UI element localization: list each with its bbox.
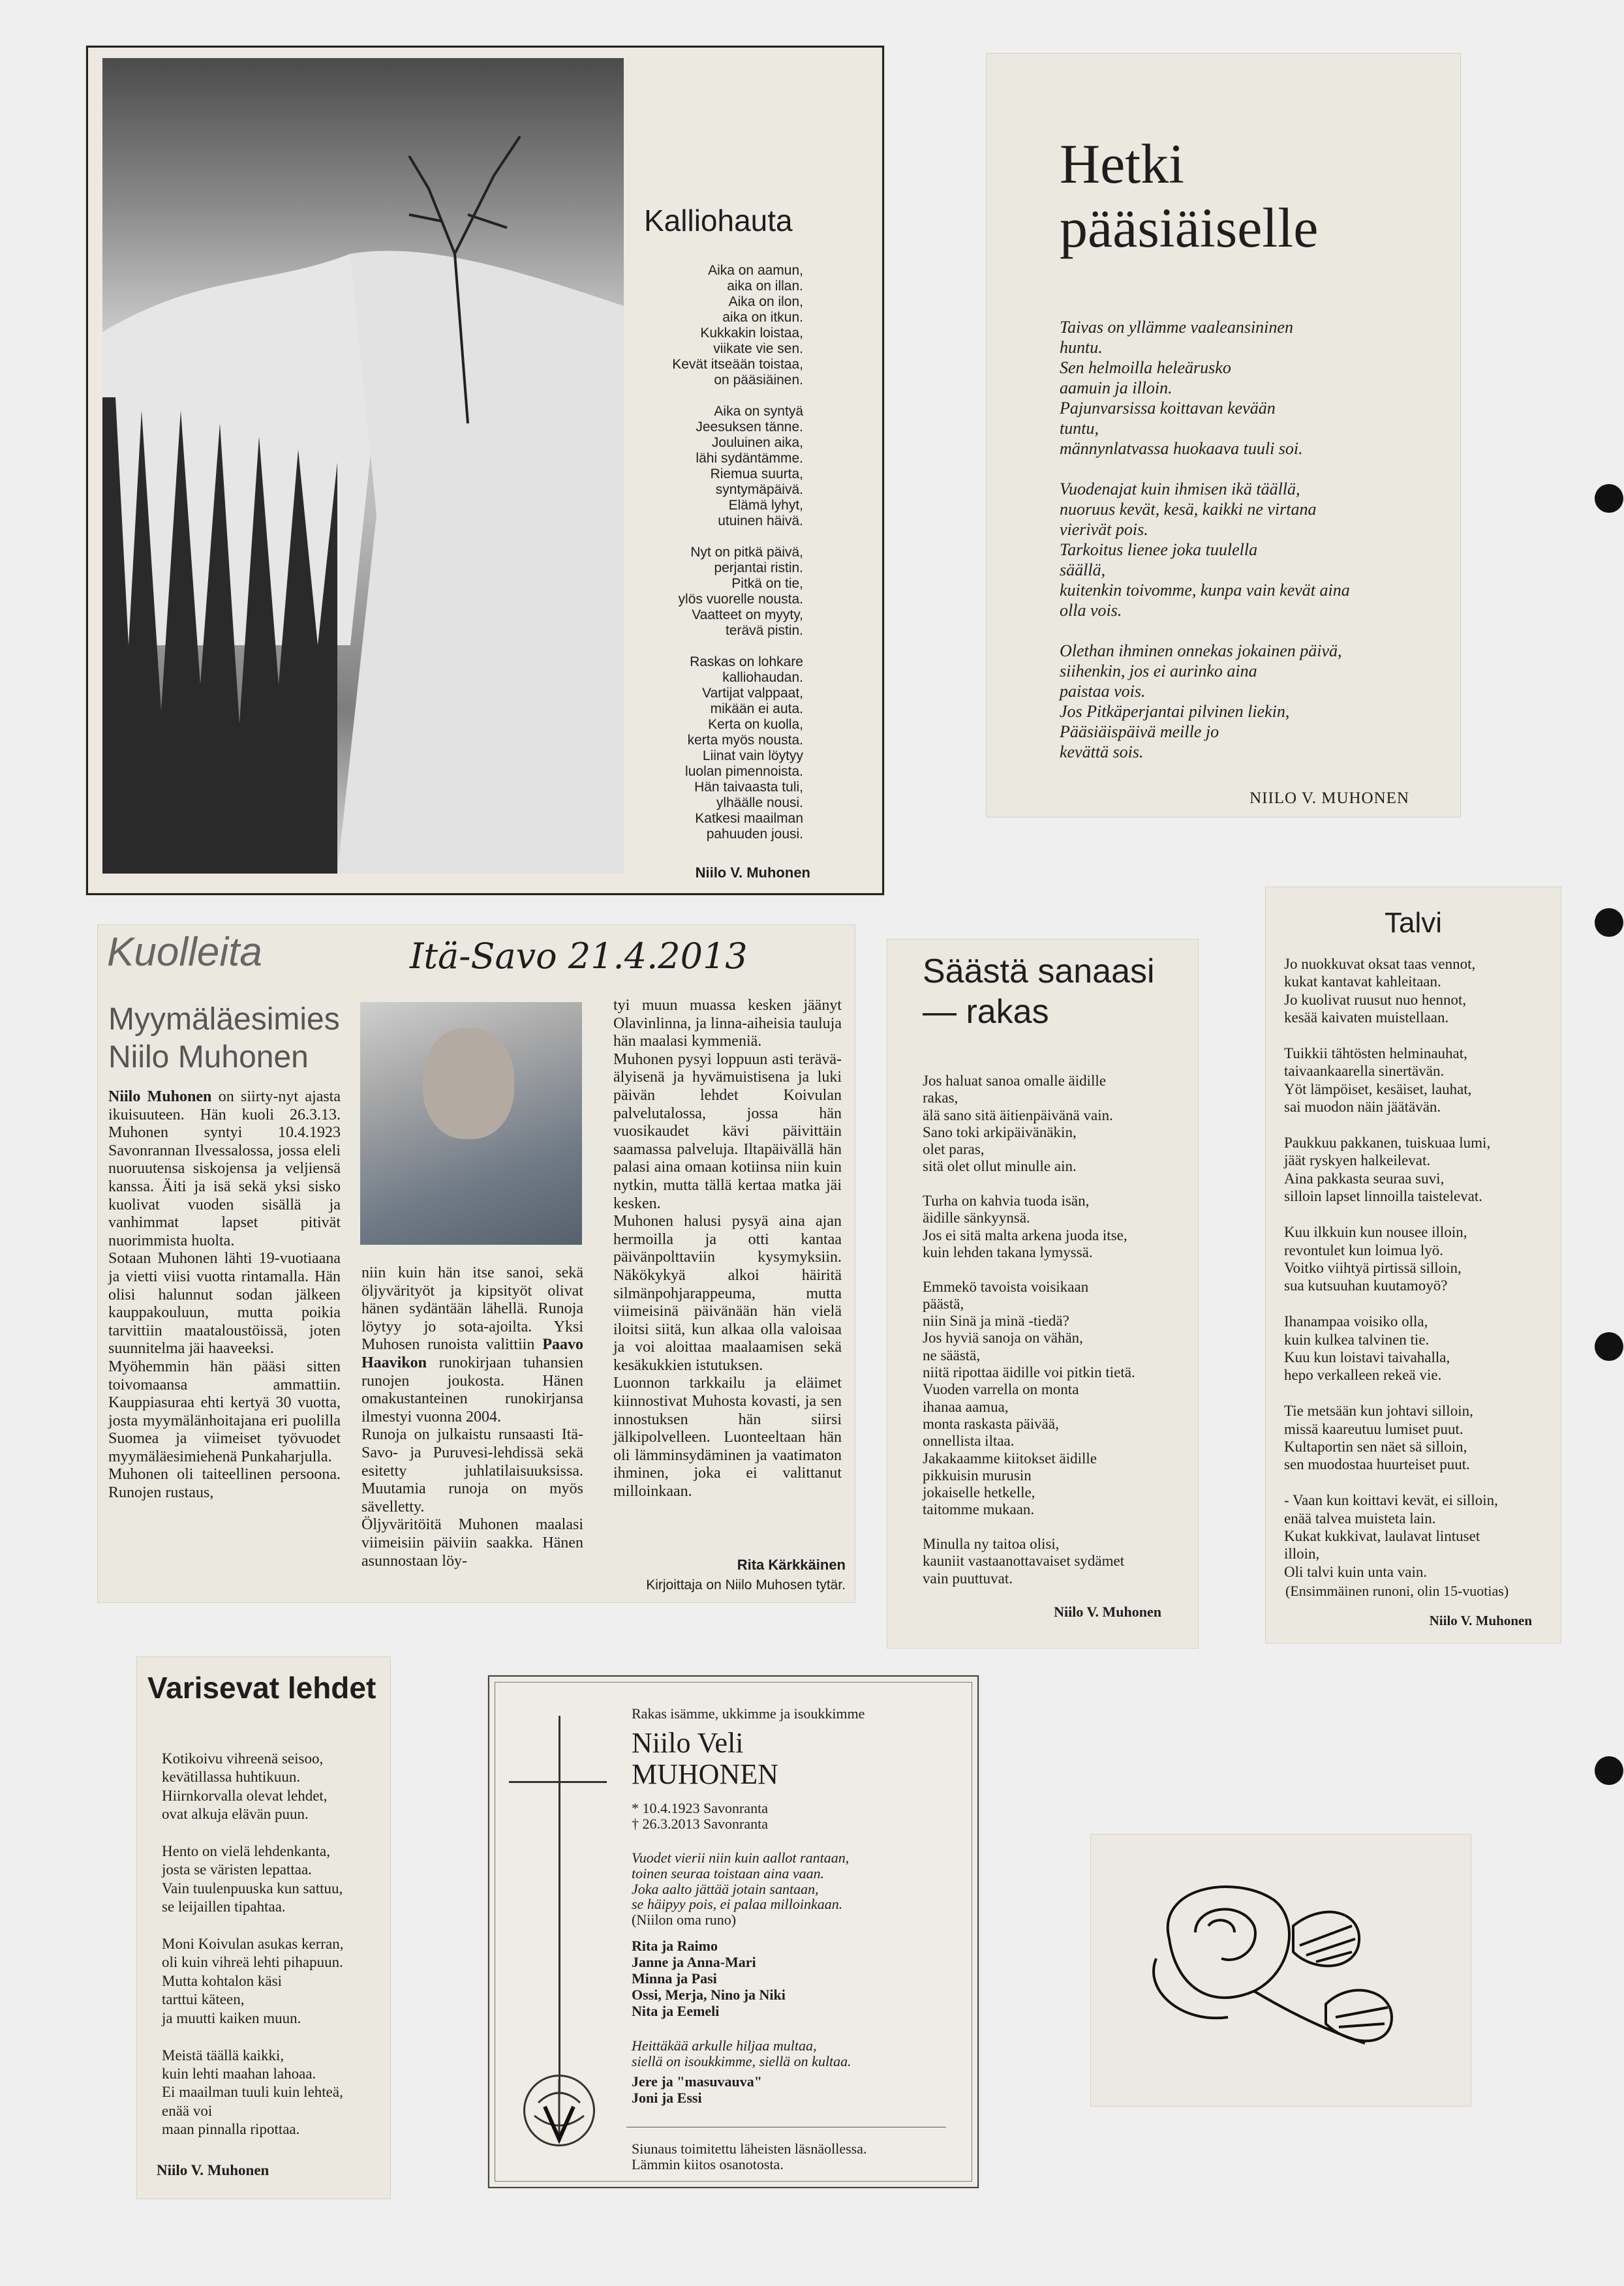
death-date: † 26.3.2013 Savonranta	[632, 1816, 768, 1832]
poem-title: Kalliohauta	[644, 204, 793, 237]
notice-verse	[632, 1850, 849, 1928]
icicles-illustration	[102, 58, 624, 874]
obituary-column-1-text: on siirty-nyt ajasta ikuisuuteen. Hän kuoli 26.3.13. Muhonen syntyi 10.4.1923 Savonrannan Ilvessalossa, jossa eleli nuoruutensa siskojensa ja veljiensä kanssa. Äiti ja isä sekä yksi sisko kuolivat vuoden sisällä ja vanhimmat lapset pitivät nuorimmista huolta. Sotaan Muhonen lähti 19-vuotiaana ja vietti viisi vuotta rintamalla. Hän olisi halunnut sodan jälkeen kauppakouluun, mutta poikia tarvittiin maataloustöissä, joten suunnitelma jäi haaveeksi. Myöhemmin hän pääsi sitten toivomaansa ammattiin. Kauppiasuraa ehti kertyä 30 vuotta, josta myymälänhoitajana eri puolilla Suomea ja viimeiset työvuodet myymäläesimiehenä Punkaharjulla. Muhonen oli taiteellinen persoona. Runojen rustaus,	[108, 1088, 341, 1502]
clipping-hetki-paasiaiselle	[987, 53, 1460, 817]
obituary-lead-name: Niilo Muhonen	[108, 1088, 212, 1105]
cross-icon	[559, 1716, 560, 2094]
binder-hole	[1595, 484, 1623, 513]
poem-note: (Ensimmäinen runoni, olin 15-vuotias)	[1285, 1583, 1509, 1599]
poem-title: Varisevat lehdet	[147, 1671, 376, 1705]
cross-icon-bar	[509, 1781, 607, 1783]
portrait-photo	[360, 1002, 582, 1245]
section-label: Kuolleita	[107, 930, 262, 975]
clipping-rose-drawing	[1091, 1835, 1471, 2106]
notice-footer: Siunaus toimitettu läheisten läsnäollessa. Lämmin kiitos osanotosta.	[632, 2141, 867, 2172]
obituary-column-2	[361, 1264, 583, 1570]
family-list-2: Jere ja "masuvauva" Joni ja Essi	[632, 2073, 763, 2106]
notice-lead: Rakas isämme, ukkimme ja isoukkimme	[632, 1705, 865, 1722]
obituary-column-2-text-b: runokirjaan tuhansien runojen joukosta. Hänen omakustanteinen runokirjansa ilmestyi vuonna 2004. Runoja on julkaistu runsaasti Itä-Savo- ja Puruvesi-lehdissä sekä esitetty juhlatilaisuuksissa. Muutamia runoja on myös sävelletty. Öljyväritöitä Muhonen maalasi viimeisiin päiviin saakka. Hänen asunnostaan löy-	[361, 1354, 583, 1570]
obituary-column-2-text-a: niin kuin hän itse sanoi, sekä öljyvärityöt ja kipsityöt olivat hänen sydäntään lähellä. Runoja löytyy jo sota-ajoilta. Yksi Muhosen runoista valittiin	[361, 1264, 583, 1354]
globe-anchor-icon	[523, 2075, 595, 2146]
obituary-author: Rita Kärkkäinen	[737, 1557, 846, 1573]
poem-text: Jos haluat sanoa omalle äidille rakas, älä sano sitä äitienpäivänä vain. Sano toki arkipäivänäkin, olet paras, sitä olet ollut minulle ain. Turha on kahvia tuoda isän, äidille sänkyynsä. Jos ei sitä malta arkena juoda itse, kuin lehden takana lymyssä. Emmekö tavoista voisikaan päästä, niin Sinä ja minä -tiedä? Jos hyviä sanoja on vähän, ne säästä, niitä ripottaa äidille voi pitkin tietä. Vuoden varrella on monta ihanaa aamua, monta raskasta päivää, onnellista iltaa. Jakakaamme kiitokset äidille pikkuisin murusin jokaiselle hetkelle, taitomme mukaan. Minulla ny taitoa olisi, kauniit vastaanottavaiset sydämet vain puuttuvat.	[923, 1073, 1135, 1587]
clipping-obituary	[98, 925, 855, 1602]
notice-dates	[632, 1801, 768, 1832]
poem-text: Kotikoivu vihreenä seisoo, kevätillassa huhtikuun. Hiirnkorvalla olevat lehdet, ovat alkuja elävän puun. Hento on vielä lehdenkanta, josta se väristen lepattaa. Vain tuulenpuuska kun sattuu, se leijaillen tipahtaa. Moni Koivulan asukas kerran, oli kuin vihreä lehti pihapuun. Mutta kohtalon käsi tarttui käteen, ja muutti kaiken muun. Meistä täällä kaikki, kuin lehti maahan lahoaa. Ei maailman tuuli kuin lehteä, enää voi maan pinnalla ripottaa.	[162, 1750, 344, 2138]
notice-verse-text: Vuodet vierii niin kuin aallot rantaan, toinen seuraa toistaan aina vaan. Joka aalto jättää jotain santaan, se häipyy pois, ei palaa milloinkaan.	[632, 1850, 850, 1913]
obituary-column-1	[108, 1088, 341, 1502]
binder-hole	[1595, 1756, 1623, 1785]
clipping-kalliohauta	[86, 46, 884, 895]
poem-title: Hetki pääsiäiselle	[1060, 132, 1319, 259]
poem-text: Jo nuokkuvat oksat taas vennot, kukat kantavat kahleitaan. Jo kuolivat ruusut nuo hennot, kesää kaivaten muistellaan. Tuikkii tähtösten helminauhat, taivaankaarella sinertävän. Yöt lämpöiset, kesäiset, lauhat, sai muodon näin jäätävän. Paukkuu pakkanen, tuiskuaa lumi, jäät ryskyen halkeilevat. Aina pakkasta seuraa suvi, silloin lapset linnoilla taistelevat. Kuu ilkkuin kun nousee illoin, revontulet kun loimua lyö. Voitko viihtyä pirtissä silloin, sua kutsuuhan kuutamoyö? Ihanampaa voisiko olla, kuin kulkea talvinen tie. Kuu kun loistavi taivahalla, hepo verkalleen rekeä vie. Tie metsään kun johtavi silloin, missä kaareutuu lumiset puut. Kultaportin sen näet sä silloin, sen muodostaa huurteiset puut. - Vaan kun koittavi kevät, ei silloin, enää talvea muisteta lain. Kukat kukkivat, laulavat lintuset illoin, Oli talvi kuin unta vain.	[1284, 956, 1498, 1580]
binder-hole	[1595, 1332, 1623, 1361]
obituary-bold-name: Paavo Haavikon	[361, 1336, 583, 1371]
poem-signature: NIILO V. MUHONEN	[1249, 789, 1409, 807]
clipping-death-notice	[488, 1675, 979, 2188]
binder-hole	[1595, 908, 1623, 937]
poem-title: Talvi	[1384, 907, 1443, 939]
deceased-name: Niilo Veli MUHONEN	[632, 1727, 778, 1790]
poem-signature: Niilo V. Muhonen	[157, 2162, 269, 2178]
verse-credit: (Niilon oma runo)	[632, 1912, 737, 1928]
poem-title: Säästä sanaasi — rakas	[923, 952, 1155, 1031]
poem-signature: Niilo V. Muhonen	[1429, 1613, 1532, 1628]
obituary-headline: Myymäläesimies Niilo Muhonen	[108, 1002, 340, 1074]
clipping-saasta-sanaasi	[887, 939, 1198, 1648]
notice-verse-2: Heittäkää arkulle hiljaa multaa, siellä on isoukkimme, siellä on kultaa.	[632, 2037, 851, 2069]
clipping-varisevat-lehdet	[137, 1657, 390, 2199]
portrait-face	[423, 1028, 514, 1139]
poem-text: Aika on aamun, aika on illan. Aika on ilon, aika on itkun. Kukkakin loistaa, viikate vie sen. Kevät itseään toistaa, on pääsiäinen. Aika on syntyä Jeesuksen tänne. Jouluinen aika, lähi sydäntämme. Riemua suurta, syntymäpäivä. Elämä lyhyt, utuinen häivä. Nyt on pitkä päivä, perjantai ristin. Pitkä on tie, ylös vuorelle nousta. Vaatteet on myyty, terävä pistin. Raskas on lohkare kalliohaudan. Vartijat valppaat, mikään ei auta. Kerta on kuolla, kerta myös nousta. Liinat vain löytyy luolan pimennoista. Hän taivaasta tuli, ylhäälle nousi. Katkesi maailman pahuuden jousi.	[672, 263, 803, 842]
handwritten-source-date: Itä-Savo 21.4.2013	[410, 936, 748, 977]
poem-text: Taivas on yllämme vaaleansininen huntu. Sen helmoilla heleärusko aamuin ja illoin. Pajunvarsissa koittavan kevään tuntu, männynlatvassa huokaava tuuli soi. Vuodenajat kuin ihmisen ikä täällä, nuoruus kevät, kesä, kaikki ne virtana vierivät pois. Tarkoitus lienee joka tuulella säällä, kuitenkin toivomme, kunpa vain kevät aina olla vois. Olethan ihminen onnekas jokainen päivä, siihenkin, jos ei aurinko aina paistaa vois. Jos Pitkäperjantai pilvinen liekin, Pääsiäispäivä meille jo kevättä sois.	[1060, 318, 1350, 761]
clipping-talvi	[1266, 887, 1561, 1643]
poem-signature: Niilo V. Muhonen	[695, 864, 810, 881]
family-list: Rita ja Raimo Janne ja Anna-Mari Minna ja Pasi Ossi, Merja, Nino ja Niki Nita ja Eemeli	[632, 1938, 786, 2019]
obituary-author-note: Kirjoittaja on Niilo Muhosen tytär.	[646, 1577, 846, 1593]
rose-icon	[1130, 1861, 1437, 2082]
winter-icicles-photo	[102, 58, 624, 874]
birth-date: * 10.4.1923 Savonranta	[632, 1800, 768, 1816]
obituary-column-3: tyi muun muassa kesken jäänyt Olavinlinna, ja linna-aiheisia tauluja hän maalasi kymmeniä. Muhonen pysyi loppuun asti terävä-älyisenä ja hyvämuistisena ja luki päivän lehdet Koivulan palvelutalossa, jossa hän vuosikaudet kävi päivittäin saamassa palveluja. Iltapäivällä hän palasi aina omaan kotiinsa niin kuin nytkin, mutta tällä kertaa matka jäi kesken. Muhonen halusi pysyä aina ajan hermoilla ja otti kantaa päivänpolttaviin kysymyksiin. Näkökykyä alkoi häiritä silmänpohjarappeuma, mutta viimeisinä päivänään hän vielä iloitsi siitä, kun alkaa olla valoisaa ja voi aloittaa maalaamisen sekä kesäkukkien istutuksen. Luonnon tarkkailu ja eläimet kiinnostivat Muhosta kovasti, ja sen innostuksen hän siirsi jälkipolvelleen. Luonteeltaan hän oli lämminsydäminen ja vaatimaton ihminen, joka ei valittanut milloinkaan.	[613, 997, 842, 1501]
poem-signature: Niilo V. Muhonen	[1054, 1604, 1161, 1620]
